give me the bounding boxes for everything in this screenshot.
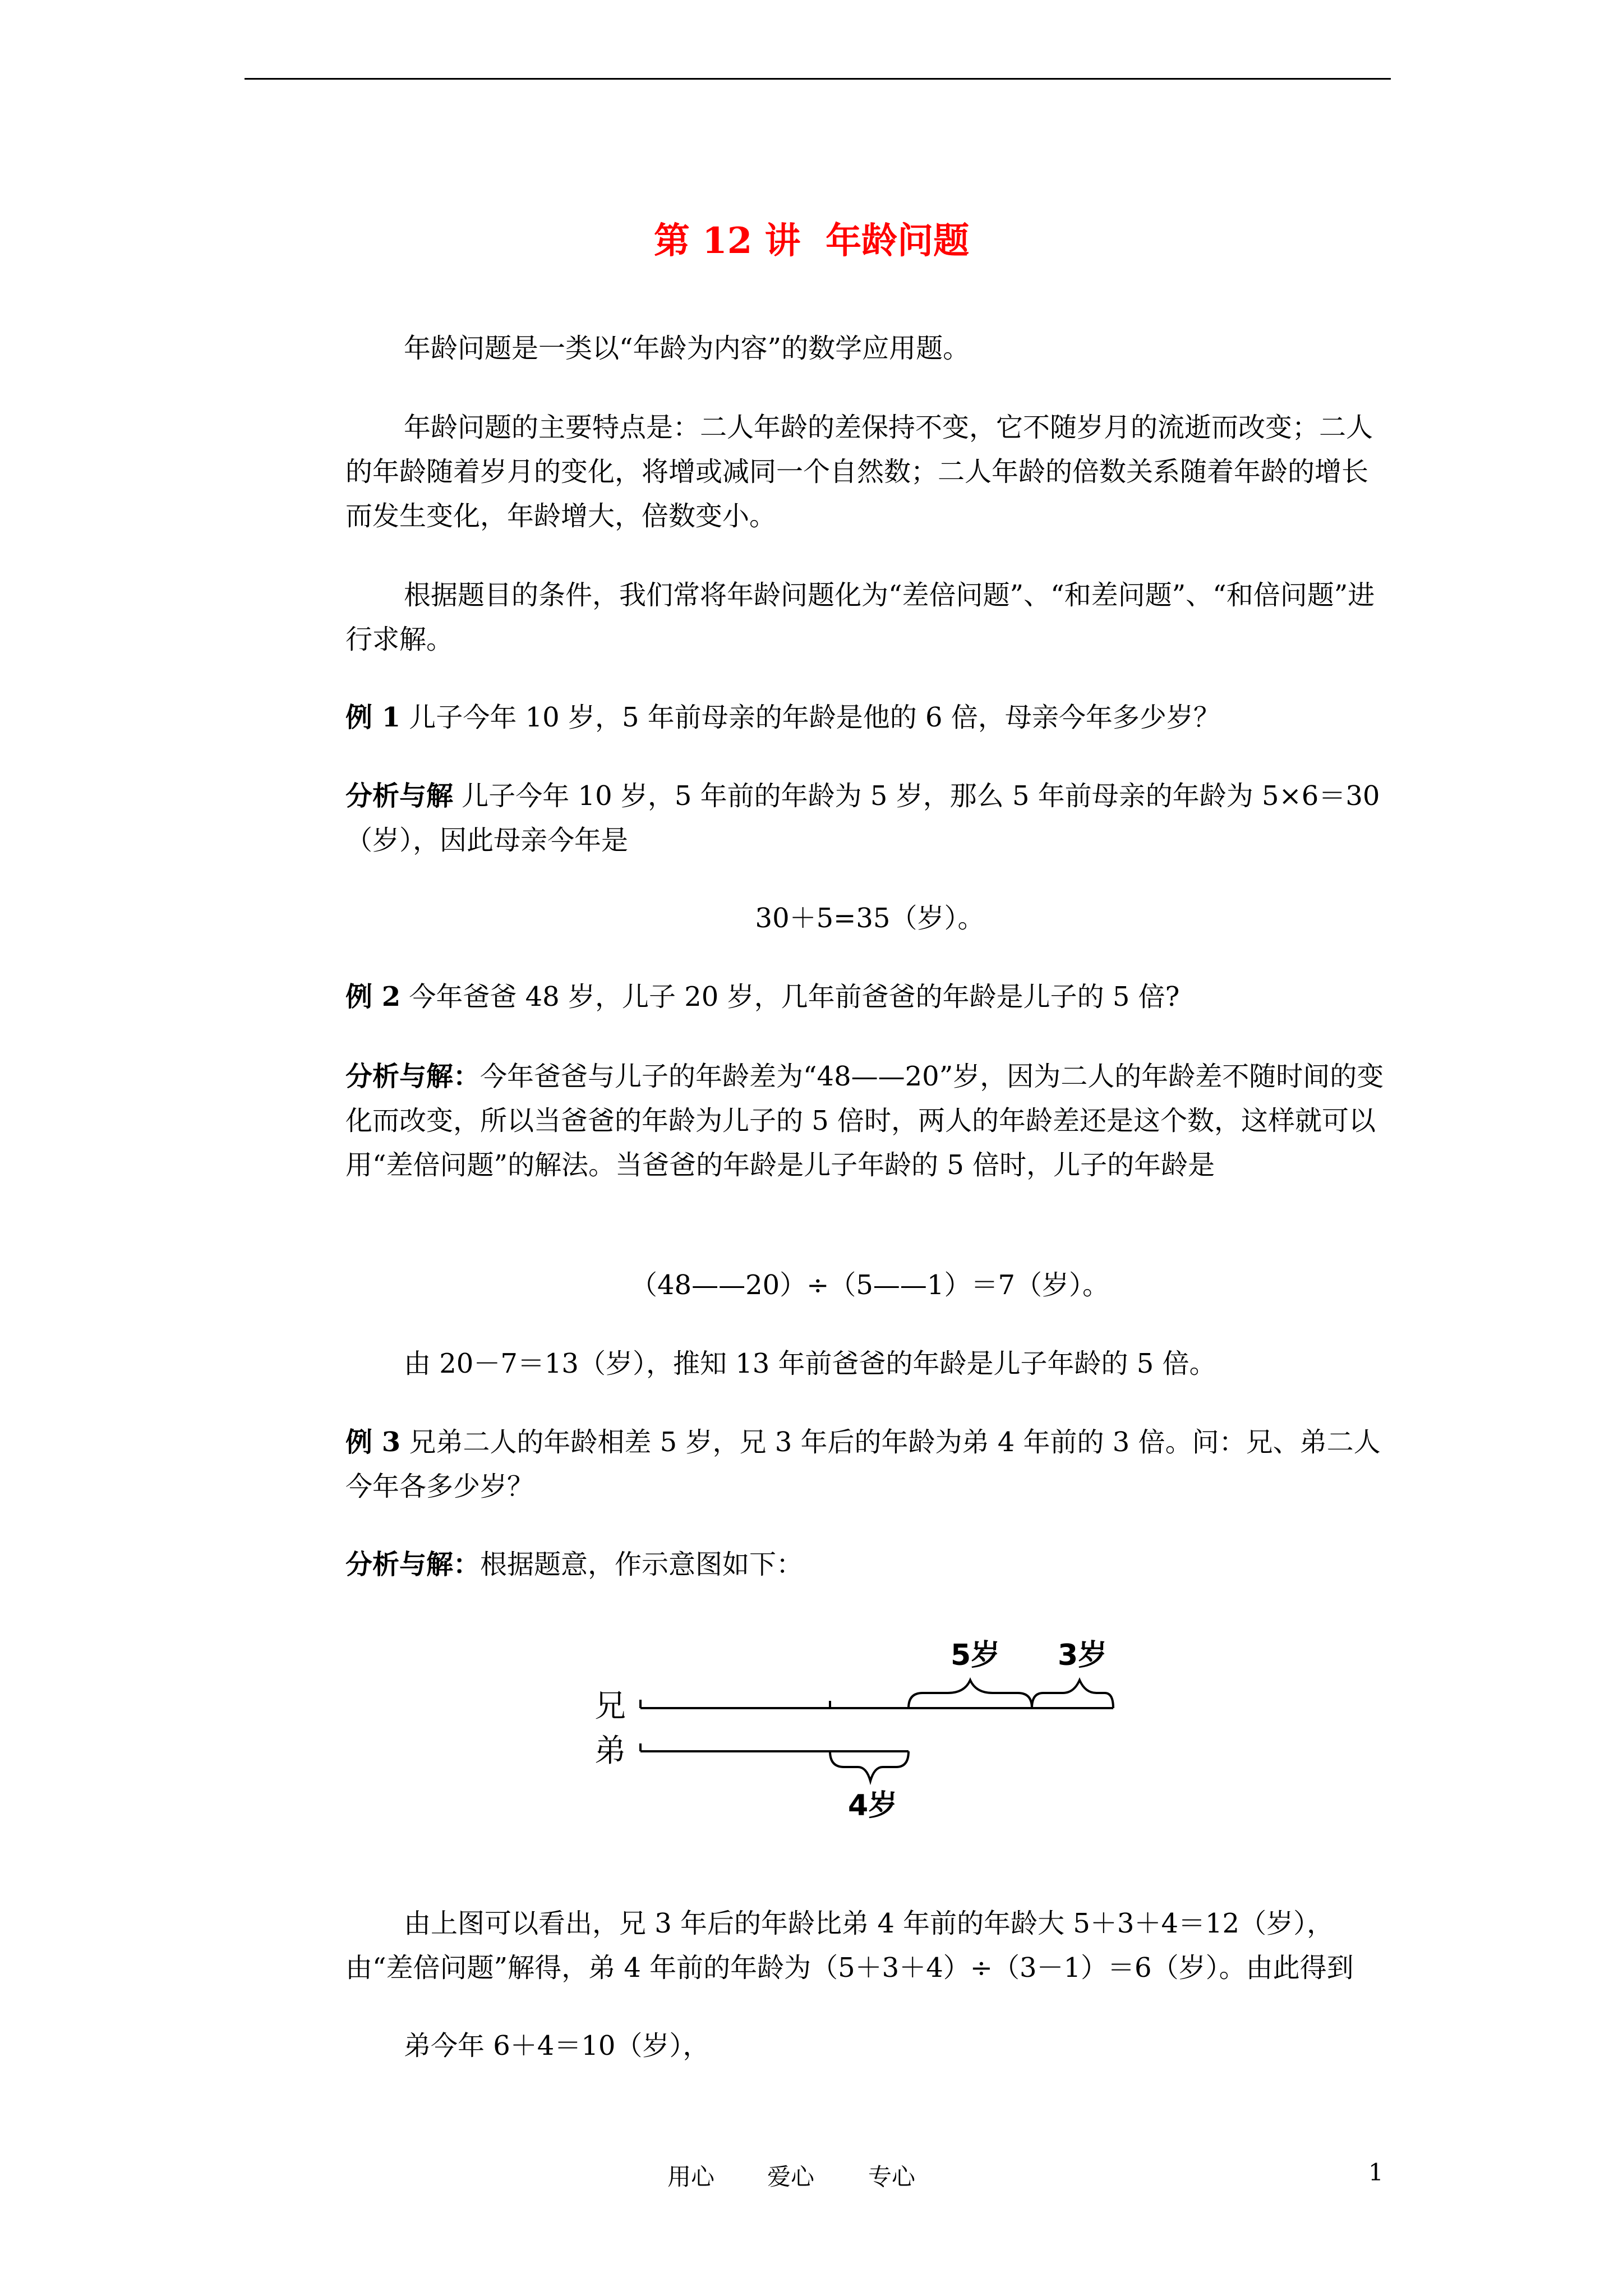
example-2-conclusion: 由 20－7＝13（岁），推知 13 年前爸爸的年龄是儿子年龄的 5 倍。 [404, 1348, 1216, 1379]
intro-paragraph-3: 根据题目的条件，我们常将年龄问题化为“差倍问题”、“和差问题”、“和倍问题”进行求解。 [345, 579, 1375, 655]
page-title: 第 12 讲 年龄问题 [653, 220, 970, 262]
label-4-years: 4岁 [848, 1789, 898, 1823]
example-3-explanation: 由上图可以看出，兄 3 年后的年龄比弟 4 年前的年龄大 5＋3＋4＝12（岁），由“差倍问题”解得，弟 4 年前的年龄为（5＋3＋4）÷（3－1）＝6（岁）。由此得到 [345, 1908, 1354, 1984]
header-rule [245, 78, 1391, 80]
age-diagram [589, 1627, 1127, 1840]
example-1-analysis [345, 774, 1394, 863]
example-2-question-text: 今年爸爸 48 岁，儿子 20 岁，几年前爸爸的年龄是儿子的 5 倍? [400, 981, 1180, 1013]
example-3-question [345, 1420, 1394, 1509]
example-3-analysis-label: 分析与解： [345, 1549, 481, 1580]
example-1-label: 例 1 [345, 702, 401, 733]
example-3-analysis [345, 1543, 1394, 1587]
example-2-analysis-label: 分析与解： [345, 1061, 481, 1092]
intro-paragraph-1: 年龄问题是一类以“年龄为内容”的数学应用题。 [404, 333, 970, 364]
example-3-result: 弟今年 6＋4＝10（岁）， [404, 2030, 710, 2062]
example-2-analysis-text: 今年爸爸与儿子的年龄差为“48——20”岁，因为二人的年龄差不随时间的变化而改变，所以当爸爸的年龄为儿子的 5 倍时，两人的年龄差还是这个数，这样就可以用“差倍问题”的解法。当爸爸的年龄是儿子年龄的 5 倍时，儿子的年龄是 [345, 1061, 1384, 1181]
example-2-analysis [345, 1055, 1394, 1188]
example-1-question [345, 696, 1394, 740]
label-3-years: 3岁 [1058, 1639, 1108, 1672]
example-1-question-text: 儿子今年 10 岁，5 年前母亲的年龄是他的 6 倍，母亲今年多少岁？ [400, 702, 1220, 733]
label-5-years: 5岁 [951, 1639, 1000, 1672]
intro-paragraph-2: 年龄问题的主要特点是：二人年龄的差保持不变，它不随岁月的流逝而改变；二人的年龄随着岁月的变化，将增或减同一个自然数；二人年龄的倍数关系随着年龄的增长而发生变化，年龄增大，倍数变小。 [345, 412, 1373, 532]
younger-brother-label: 弟 [594, 1733, 626, 1769]
brace-4-years [830, 1751, 909, 1781]
example-2-label: 例 2 [345, 981, 401, 1013]
example-1-formula: 30＋5=35（岁）。 [755, 903, 985, 934]
example-2-question [345, 975, 1394, 1019]
example-3-label: 例 3 [345, 1427, 401, 1458]
brace-3-years [1032, 1680, 1113, 1708]
example-1-analysis-label: 分析与解 [345, 780, 454, 812]
footer-word-1: 用心 [667, 2163, 715, 2191]
brace-5-years [909, 1680, 1032, 1708]
example-1-analysis-text: 儿子今年 10 岁，5 年前的年龄为 5 岁，那么 5 年前母亲的年龄为 5×6＝30（岁），因此母亲今年是 [345, 780, 1380, 856]
footer-word-3: 专心 [868, 2163, 916, 2191]
footer-word-2: 爱心 [767, 2163, 815, 2191]
younger-brother-line [640, 1743, 909, 1751]
example-2-formula: （48——20）÷（5——1）＝7（岁）。 [630, 1269, 1109, 1301]
example-3-analysis-text: 根据题意，作示意图如下： [480, 1549, 804, 1580]
example-3-question-text: 兄弟二人的年龄相差 5 岁，兄 3 年后的年龄为弟 4 年前的 3 倍。问：兄、弟二人今年各多少岁？ [345, 1427, 1381, 1502]
brother-line [640, 1700, 1113, 1708]
brother-label: 兄 [594, 1688, 626, 1724]
page-number: 1 [1368, 2159, 1384, 2186]
